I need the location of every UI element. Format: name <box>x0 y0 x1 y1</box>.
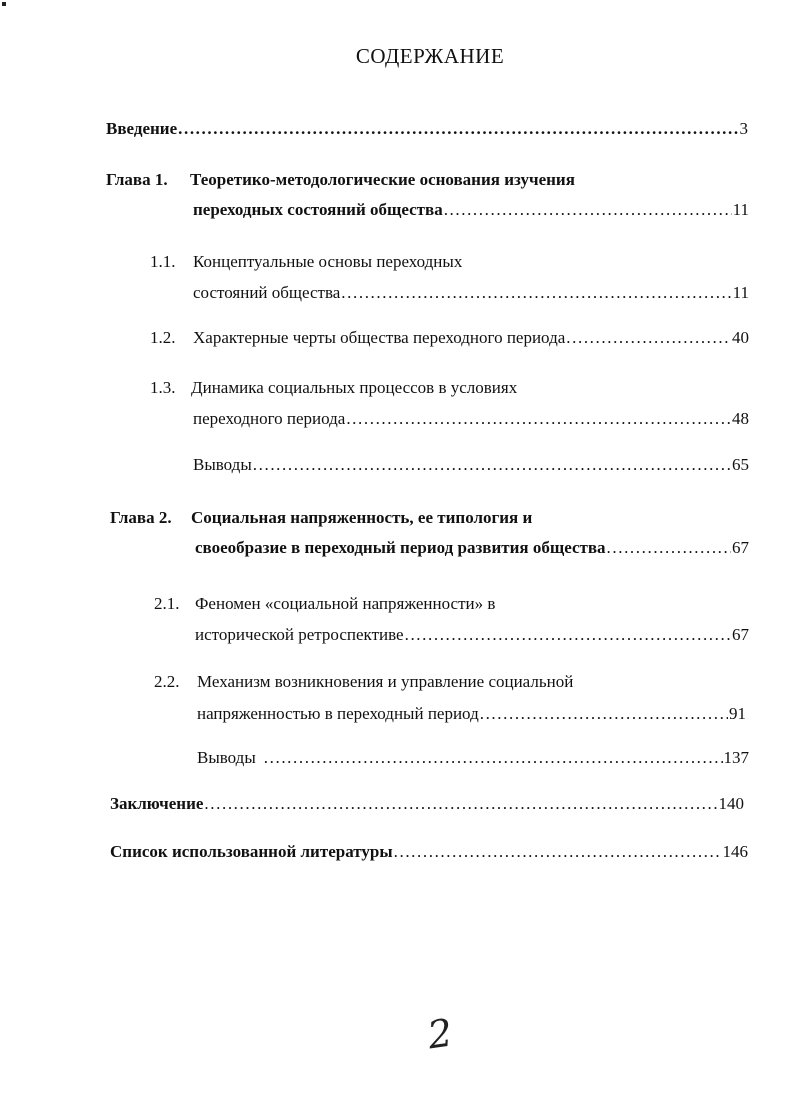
entry-label: своеобразие в переходный период развития общества <box>195 538 606 557</box>
toc-entry-references[interactable] <box>110 841 748 863</box>
page-title: СОДЕРЖАНИЕ <box>355 44 505 68</box>
entry-label: напряженностью в переходный период <box>197 704 479 723</box>
toc-entry-1-1[interactable] <box>193 282 749 304</box>
toc-entry-1-3[interactable] <box>193 408 749 430</box>
dot-leader <box>346 408 731 430</box>
dot-leader <box>204 793 717 815</box>
entry-page: 67 <box>732 625 749 644</box>
entry-page: 48 <box>732 409 749 428</box>
section-2-2-title[interactable]: Механизм возникновения и управление социальной <box>197 672 574 691</box>
entry-label: переходных состояний общества <box>193 200 443 219</box>
chapter-2-number: Глава 2. <box>110 508 172 527</box>
dot-leader <box>178 118 738 140</box>
entry-page: 140 <box>718 794 744 813</box>
section-1-3-number: 1.3. <box>150 378 176 397</box>
entry-page: 137 <box>723 748 749 767</box>
toc-entry-conclusion[interactable] <box>110 793 744 815</box>
entry-page: 3 <box>739 119 748 138</box>
section-1-1-title[interactable]: Концептуальные основы переходных <box>193 252 463 271</box>
entry-label: исторической ретроспективе <box>195 625 404 644</box>
toc-entry-2-2[interactable] <box>197 703 746 725</box>
dot-leader <box>394 841 722 863</box>
entry-label: Введение <box>106 119 178 138</box>
entry-page: 146 <box>722 842 748 861</box>
chapter-2-title[interactable]: Социальная напряженность, ее типология и <box>191 508 533 527</box>
dot-leader <box>341 282 731 304</box>
entry-label: Выводы <box>193 455 252 474</box>
entry-label: переходного периода <box>193 409 346 428</box>
toc-entry-conclusions-2[interactable] <box>197 747 749 769</box>
section-1-1-number: 1.1. <box>150 252 176 271</box>
chapter-1-title[interactable]: Теоретико-методологические основания изучения <box>190 170 575 189</box>
entry-label: состояний общества <box>193 283 341 302</box>
dot-leader <box>480 703 728 725</box>
entry-label: Характерные черты общества переходного периода <box>193 328 566 347</box>
entry-page: 11 <box>732 283 749 302</box>
entry-page: 91 <box>729 704 746 723</box>
toc-entry-1-2[interactable] <box>193 327 749 349</box>
chapter-1-number: Глава 1. <box>106 170 168 189</box>
section-2-1-title[interactable]: Феномен «социальной напряженности» в <box>195 594 496 613</box>
entry-page: 67 <box>732 538 749 557</box>
dot-leader <box>405 624 731 646</box>
toc-entry-chapter-2[interactable] <box>195 537 749 559</box>
section-1-2-number: 1.2. <box>150 328 176 347</box>
dot-leader <box>566 327 731 349</box>
toc-entry-conclusions-1[interactable] <box>193 454 749 476</box>
entry-page: 40 <box>732 328 749 347</box>
section-2-1-number: 2.1. <box>154 594 180 613</box>
dot-leader <box>444 199 732 221</box>
toc-entry-intro[interactable] <box>106 118 748 140</box>
entry-page: 65 <box>732 455 749 474</box>
handwritten-page-number: 2 <box>425 1010 456 1058</box>
dot-leader <box>264 747 723 769</box>
section-1-3-title[interactable]: Динамика социальных процессов в условиях <box>191 378 518 397</box>
dot-leader <box>607 537 731 559</box>
toc-entry-chapter-1[interactable] <box>193 199 749 221</box>
dot-leader <box>253 454 731 476</box>
entry-label: Заключение <box>110 794 204 813</box>
entry-label: Выводы <box>197 748 256 767</box>
entry-label: Список использованной литературы <box>110 842 393 861</box>
scan-mark <box>2 2 6 6</box>
section-2-2-number: 2.2. <box>154 672 180 691</box>
toc-entry-2-1[interactable] <box>195 624 749 646</box>
entry-page: 11 <box>732 200 749 219</box>
